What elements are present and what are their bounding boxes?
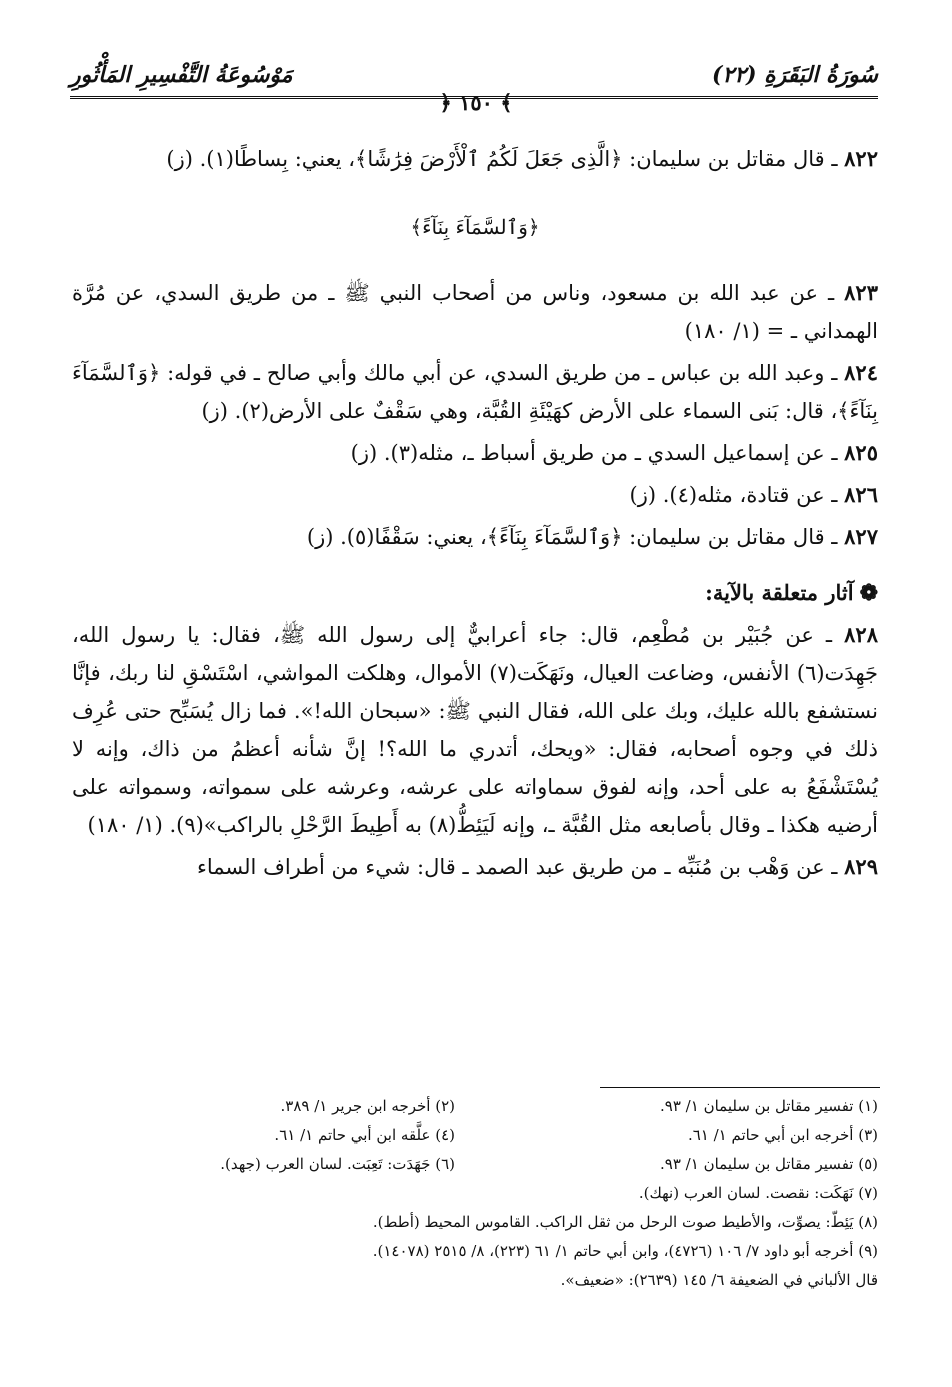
quran-verse-heading: ﴿وَٱلسَّمَآءَ بِنَآءً﴾ bbox=[410, 215, 540, 239]
book-title: مَوْسُوعَةُ التَّفْسِيرِ المَأْثُورِ bbox=[70, 62, 293, 88]
footnote-separator bbox=[600, 1087, 880, 1088]
entry-825: ٨٢٥ ـ عن إسماعيل السدي ـ من طريق أسباط ـ، مثله(٣). (ز) bbox=[350, 440, 878, 465]
footnote-8: (٨) يَئِطّ: يصوِّت، والأطيط صوت الرحل من ثقل الراكب. القاموس المحيط (أطط). bbox=[372, 1213, 878, 1231]
footnote-grid bbox=[72, 1092, 878, 1179]
entry-829: ٨٢٩ ـ عن وَهْب بن مُنَبِّه ـ من طريق عبد الصمد ـ قال: شيء من أطراف السماء bbox=[197, 854, 878, 879]
footnote-4: (٤) علَّقه ابن أبي حاتم ١/ ٦١. bbox=[274, 1126, 455, 1144]
footnotes bbox=[72, 1092, 878, 1295]
footnote-1: (١) تفسير مقاتل بن سليمان ١/ ٩٣. bbox=[660, 1097, 878, 1115]
surah-title: سُورَةُ البَقَرَةِ (٢٢) bbox=[712, 62, 878, 88]
main-text bbox=[72, 140, 878, 890]
entry-828: ٨٢٨ ـ عن جُبَيْر بن مُطْعِم، قال: جاء أعرابيٌّ إلى رسول الله ﷺ، فقال: يا رسول الله، جَهِدَت(٦) الأنفس، وضاعت العيال، ونَهَكَت(٧) الأموال، وهلكت المواشي، اسْتَسْقِ لنا ربك، فإنَّا نستشفع بالله عليك، وبك على الله، فقال النبي ﷺ: «سبحان الله!». فما زال يُسَبِّح حتى عُرِف ذلك في وجوه أصحابه، فقال: «ويحك، أتدري ما الله؟! إنَّ شأنه أعظمُ من ذاك، وإنه لا يُسْتَشْفَعُ به على أحد، وإنه لفوق سماواته على عرشه، وعرشه على سمواته، وسمواته على أرضيه هكذا ـ وقال بأصابعه مثل القُبَّة ـ، وإنه لَيَئِطُّ(٨) به أَطِيطَ الرَّحْلِ بالراكب»(٩). (١/ ١٨٠) bbox=[72, 622, 878, 837]
entry-822: ٨٢٢ ـ قال مقاتل بن سليمان: ﴿الَّذِى جَعَلَ لَكُمُ ٱلْأَرْضَ فِرَٰشًا﴾، يعني: بِساطًا(١). (ز) bbox=[166, 146, 878, 171]
footnote-9: (٩) أخرجه أبو داود ٧/ ١٠٦ (٤٧٢٦)، وابن أبي حاتم ١/ ٦١ (٢٢٣)، ٨/ ٢٥١٥ (١٤٠٧٨). bbox=[372, 1242, 878, 1260]
entry-824: ٨٢٤ ـ وعبد الله بن عباس ـ من طريق السدي، عن أبي مالك وأبي صالح ـ في قوله: ﴿وَٱلسَّمَآءَ بِنَآءً﴾، قال: بَنى السماء على الأرض كهَيْئَةِ القُبَّة، وهي سَقْفٌ على الأرض(٢). (ز) bbox=[72, 360, 878, 423]
entry-826: ٨٢٦ ـ عن قتادة، مثله(٤). (ز) bbox=[629, 482, 878, 507]
entry-823: ٨٢٣ ـ عن عبد الله بن مسعود، وناس من أصحاب النبي ﷺ ـ من طريق السدي، عن مُرَّة الهمداني ـ = (١/ ١٨٠) bbox=[72, 280, 878, 343]
page-number: ﴾ ١٥٠ ﴿ bbox=[439, 90, 513, 115]
footnote-5: (٥) تفسير مقاتل بن سليمان ١/ ٩٣. bbox=[660, 1155, 878, 1173]
footnote-9-continued: قال الألباني في الضعيفة ٦/ ١٤٥ (٢٦٣٩): «ضعيف». bbox=[560, 1271, 878, 1289]
ornament-star-icon: ❁ bbox=[859, 580, 878, 606]
footnote-6: (٦) جَهَدَت: تَعِبَت. لسان العرب (جهد). bbox=[220, 1155, 455, 1173]
footnote-3: (٣) أخرجه ابن أبي حاتم ١/ ٦١. bbox=[687, 1126, 878, 1144]
footnote-7: (٧) نَهَكَت: نقصت. لسان العرب (نهك). bbox=[638, 1184, 878, 1202]
section-heading: ❁آثار متعلقة بالآية: bbox=[72, 574, 878, 612]
footnote-2: (٢) أخرجه ابن جرير ١/ ٣٨٩. bbox=[280, 1097, 455, 1115]
entry-827: ٨٢٧ ـ قال مقاتل بن سليمان: ﴿وَٱلسَّمَآءَ بِنَآءً﴾، يعني: سَقْفًا(٥). (ز) bbox=[306, 524, 878, 549]
